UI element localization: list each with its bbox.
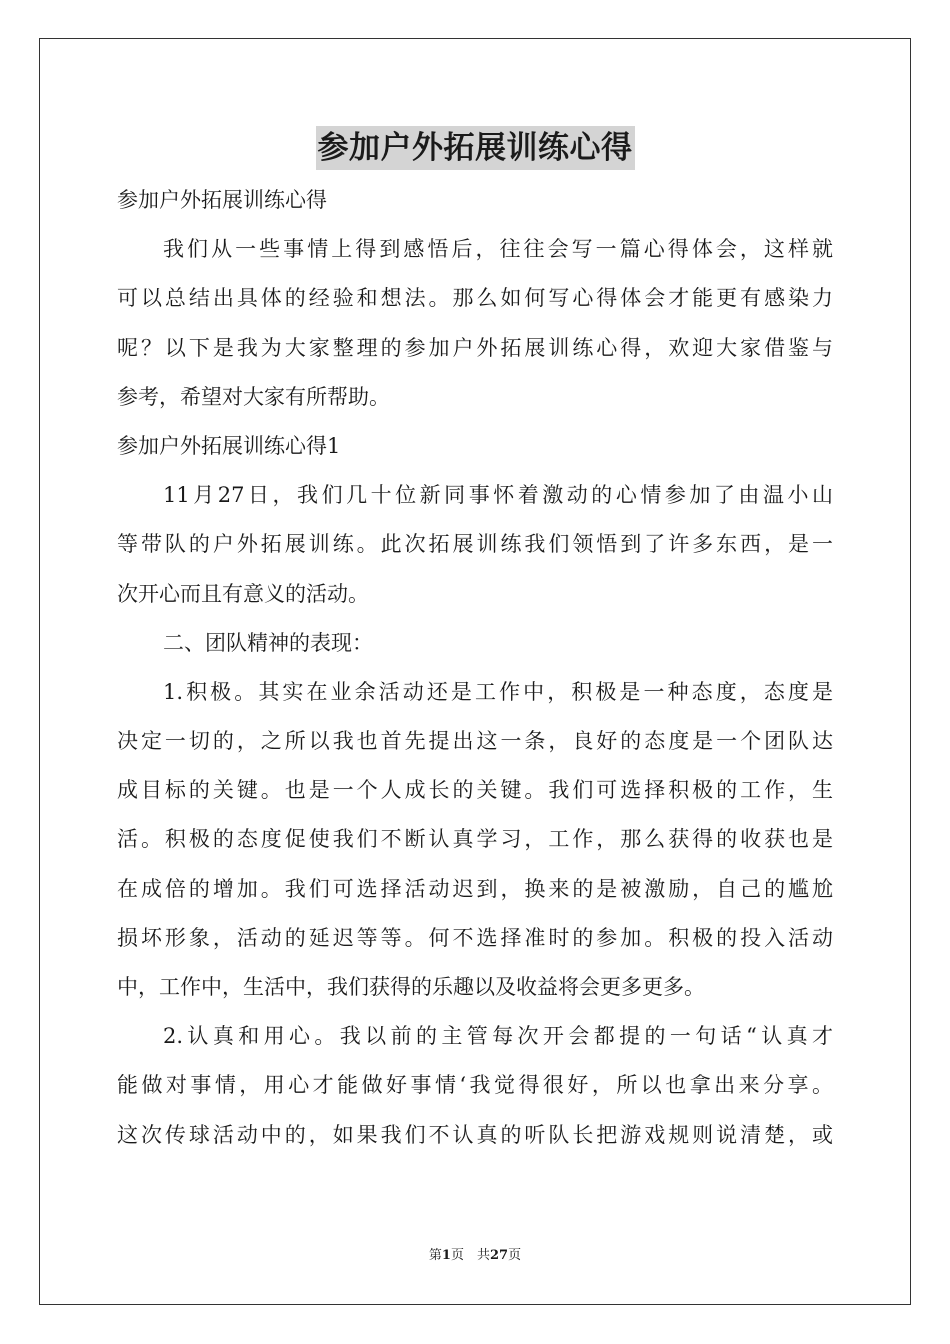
text-line: 这次传球活动中的，如果我们不认真的听队长把游戏规则说清楚，或 <box>117 1122 833 1147</box>
text-line: 等带队的户外拓展训练。此次拓展训练我们领悟到了许多东西，是一 <box>117 532 833 557</box>
text-line: 可以总结出具体的经验和想法。那么如何写心得体会才能更有感染力 <box>117 286 833 311</box>
text-line: 能做对事情，用心才能做好事情‘我觉得很好，所以也拿出来分享。 <box>117 1073 833 1098</box>
footer-prefix: 第 <box>428 1248 442 1263</box>
text-line: 11月27日，我们几十位新同事怀着激动的心情参加了由温小山 <box>163 483 833 508</box>
footer-current-page: 1 <box>441 1248 451 1263</box>
text-line: 我们从一些事情上得到感悟后，往往会写一篇心得体会，这样就 <box>163 237 833 262</box>
document-title <box>0 126 950 174</box>
text-line: 参加户外拓展训练心得1 <box>117 433 341 458</box>
text-line: 成目标的关键。也是一个人成长的关键。我们可选择积极的工作，生 <box>117 778 833 803</box>
text-line: 决定一切的，之所以我也首先提出这一条，良好的态度是一个团队达 <box>117 729 833 754</box>
text-line: 次开心而且有意义的活动。 <box>117 581 369 606</box>
footer-mid: 页 共 <box>450 1248 490 1263</box>
text-line: 1.积极。其实在业余活动还是工作中，积极是一种态度，态度是 <box>163 679 833 704</box>
text-line: 参加户外拓展训练心得 <box>117 188 327 212</box>
text-line: 在成倍的增加。我们可选择活动迟到，换来的是被激励，自己的尴尬 <box>117 876 833 901</box>
text-line: 2.认真和用心。我以前的主管每次开会都提的一句话“认真才 <box>163 1024 833 1049</box>
title-text: 参加户外拓展训练心得 <box>316 126 635 170</box>
document-body <box>117 176 833 1160</box>
footer-suffix: 页 <box>508 1248 522 1263</box>
text-line: 呢？以下是我为大家整理的参加户外拓展训练心得，欢迎大家借鉴与 <box>117 335 833 360</box>
text-line: 活。积极的态度促使我们不断认真学习，工作，那么获得的收获也是 <box>117 827 833 852</box>
footer-total-pages: 27 <box>489 1248 509 1263</box>
text-line: 二、团队精神的表现： <box>163 630 373 655</box>
text-line: 损坏形象，活动的延迟等等。何不选择准时的参加。积极的投入活动 <box>117 925 833 950</box>
text-line: 中，工作中，生活中，我们获得的乐趣以及收益将会更多更多。 <box>117 975 705 999</box>
page-footer <box>0 1247 950 1265</box>
text-line: 参考，希望对大家有所帮助。 <box>117 384 390 409</box>
